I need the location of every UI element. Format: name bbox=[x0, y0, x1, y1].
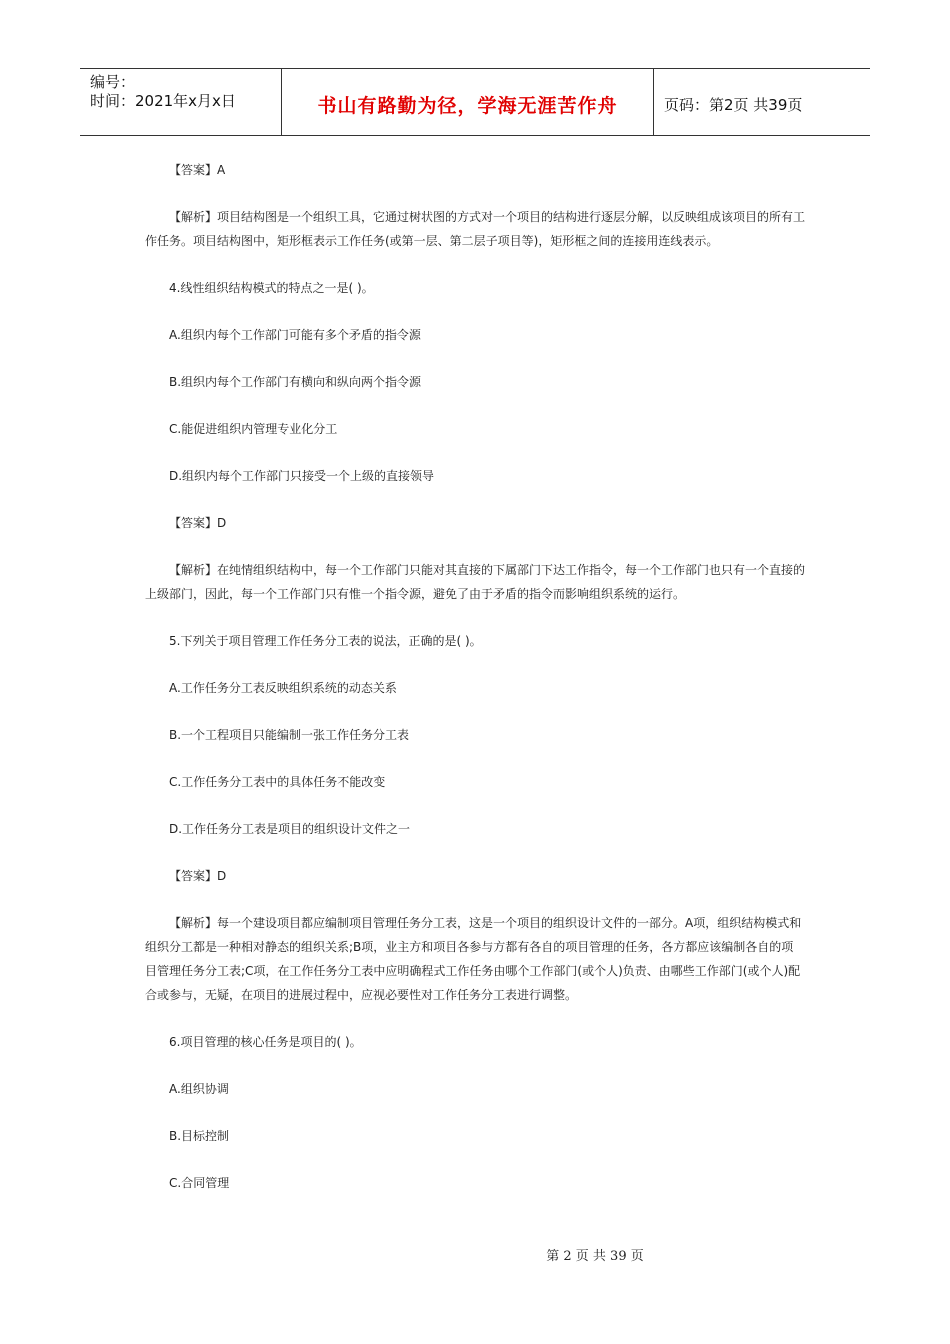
answer-3: 【答案】A bbox=[169, 163, 226, 177]
question-5-option-c: C.工作任务分工表中的具体任务不能改变 bbox=[169, 775, 386, 789]
answer-5: 【答案】D bbox=[169, 869, 227, 883]
question-5: 5.下列关于项目管理工作任务分工表的说法，正确的是( )。 bbox=[169, 634, 482, 648]
question-4-option-b: B.组织内每个工作部门有横向和纵向两个指令源 bbox=[169, 375, 422, 389]
explanation-3: 【解析】项目结构图是一个组织工具，它通过树状图的方式对一个项目的结构进行逐层分解，以反映组成该项目的所有工作任务。项目结构图中，矩形框表示工作任务(或第一层、第二层子项目等)，矩形框之间的连接用连线表示。 bbox=[145, 210, 806, 248]
explanation-4: 【解析】在纯情组织结构中，每一个工作部门只能对其直接的下属部门下达工作指令，每一个工作部门也只有一个直接的上级部门，因此，每一个工作部门只有惟一个指令源，避免了由于矛盾的指令而影响组织系统的运行。 bbox=[145, 563, 806, 601]
question-6-option-b: B.目标控制 bbox=[169, 1129, 230, 1143]
question-4-option-c: C.能促进组织内管理专业化分工 bbox=[169, 422, 338, 436]
question-5-option-a: A.工作任务分工表反映组织系统的动态关系 bbox=[169, 681, 397, 695]
header-motto: 书山有路勤为径，学海无涯苦作舟 bbox=[282, 69, 654, 135]
question-6: 6.项目管理的核心任务是项目的( )。 bbox=[169, 1035, 362, 1049]
document-body bbox=[145, 158, 805, 1218]
question-6-option-c: C.合同管理 bbox=[169, 1176, 230, 1190]
page-header bbox=[80, 68, 870, 136]
question-4-option-a: A.组织内每个工作部门可能有多个矛盾的指令源 bbox=[169, 328, 421, 342]
document-number-label: 编号： bbox=[90, 73, 136, 91]
question-5-option-d: D.工作任务分工表是项目的组织设计文件之一 bbox=[169, 822, 411, 836]
header-page-info: 页码：第2页 共39页 bbox=[664, 95, 803, 114]
question-4: 4.线性组织结构模式的特点之一是( )。 bbox=[169, 281, 374, 295]
answer-4: 【答案】D bbox=[169, 516, 227, 530]
explanation-5: 【解析】每一个建设项目都应编制项目管理任务分工表，这是一个项目的组织设计文件的一部分。A项，组织结构模式和组织分工都是一种相对静态的组织关系;B项，业主方和项目各参与方都有各自的项目管理的任务，各方都应该编制各自的项目管理任务分工表;C项，在工作任务分工表中应明确程式工作任务由哪个工作部门(或个人)负责、由哪些工作部门(或个人)配合或参与，无疑，在项目的进展过程中，应视必要性对工作任务分工表进行调整。 bbox=[145, 916, 802, 1002]
header-meta bbox=[80, 69, 282, 135]
document-time-label: 时间：2021年x月x日 bbox=[90, 92, 236, 110]
page-footer: 第 2 页 共 39 页 bbox=[546, 1249, 644, 1264]
question-6-option-a: A.组织协调 bbox=[169, 1082, 229, 1096]
question-5-option-b: B.一个工程项目只能编制一张工作任务分工表 bbox=[169, 728, 410, 742]
question-4-option-d: D.组织内每个工作部门只接受一个上级的直接领导 bbox=[169, 469, 435, 483]
